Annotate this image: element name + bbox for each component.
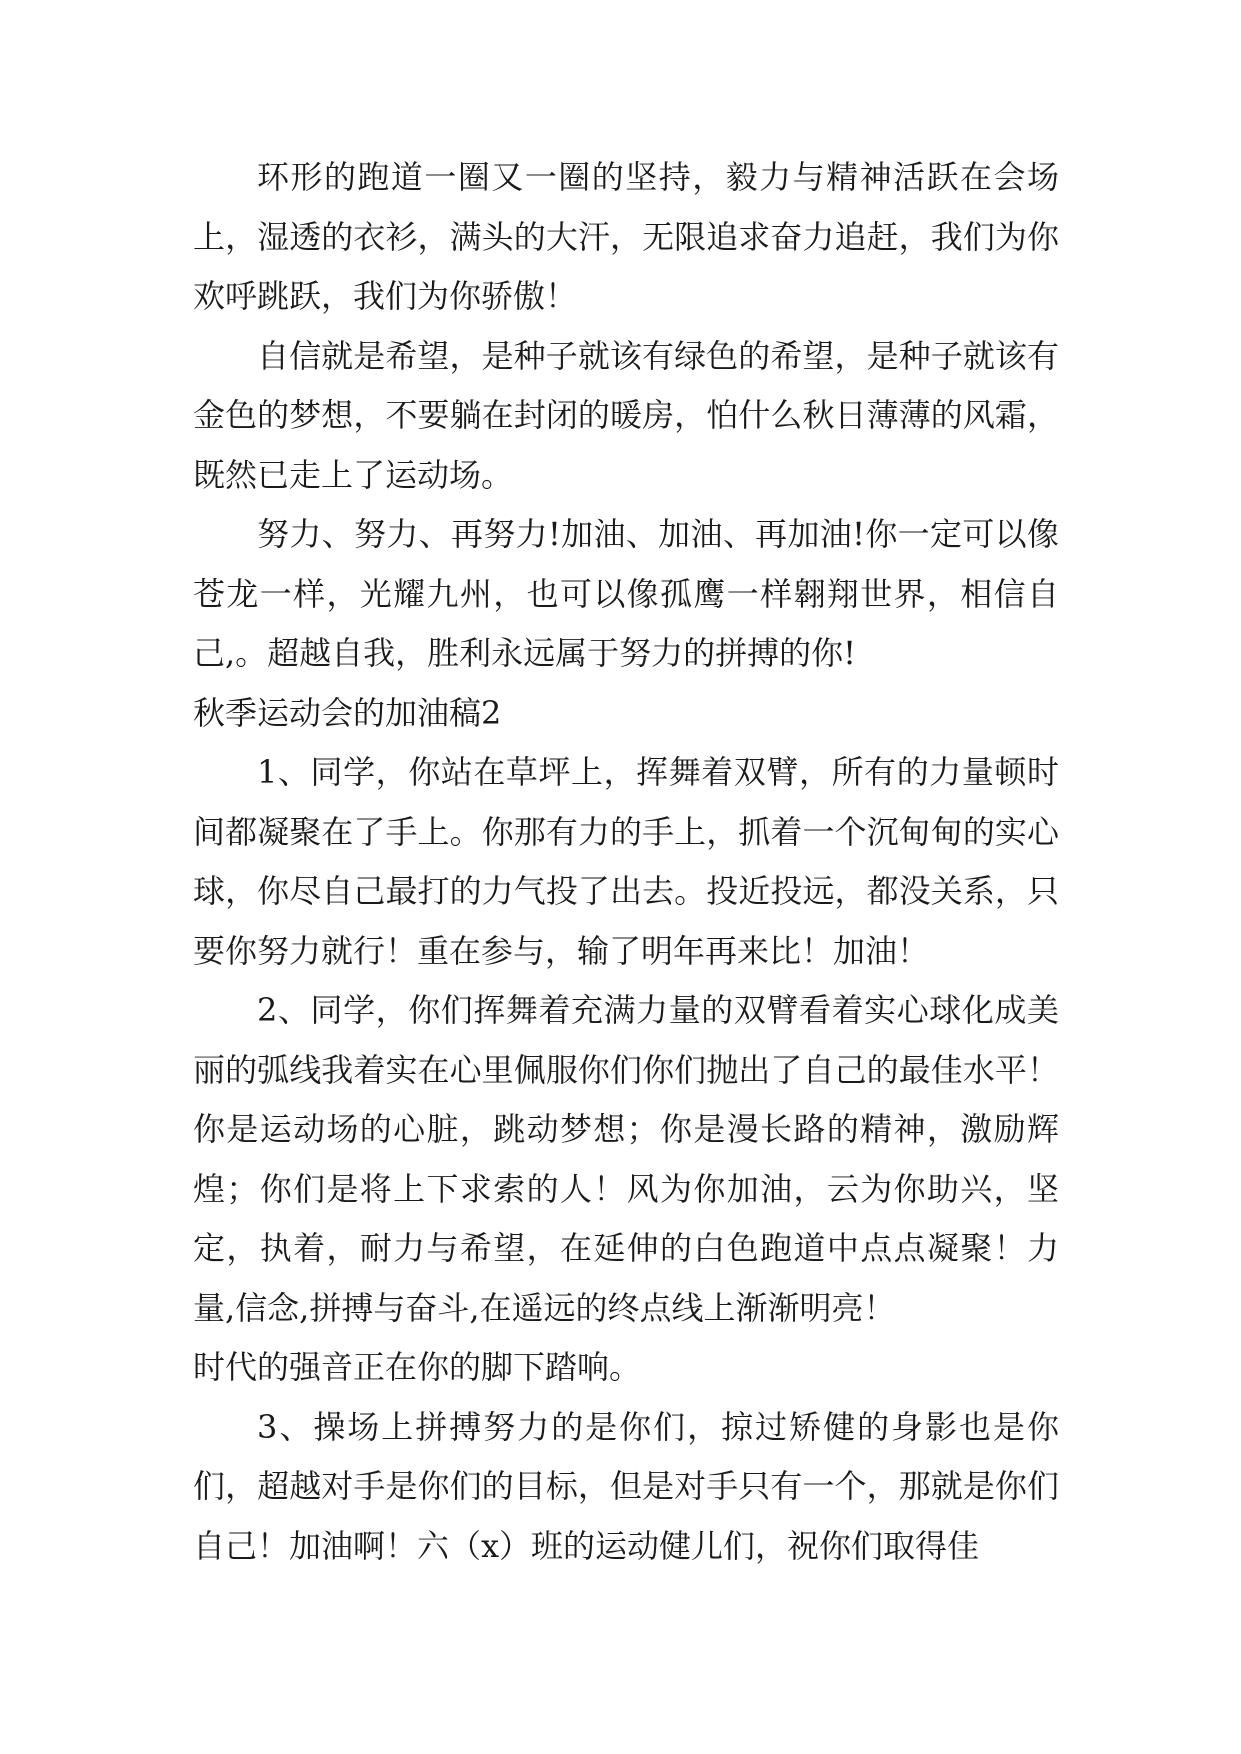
document-page (193, 148, 1059, 1576)
paragraph-3: 努力、努力、再努力!加油、加油、再加油!你一定可以像苍龙一样，光耀九州，也可以像孤鹰一样翱翔世界，相信自己,。超越自我，胜利永远属于努力的拼搏的你! (193, 515, 1059, 672)
paragraph-1: 环形的跑道一圈又一圈的坚持，毅力与精神活跃在会场上，湿透的衣衫，满头的大汗，无限追求奋力追赶，我们为你欢呼跳跃，我们为你骄傲！ (193, 158, 1059, 315)
section-heading: 秋季运动会的加油稿2 (193, 693, 502, 732)
paragraph-item-3: 3、操场上拼搏努力的是你们，掠过矫健的身影也是你们，超越对手是你们的目标，但是对手只有一个，那就是你们自己！加油啊！六（x）班的运动健儿们，祝你们取得佳 (193, 1407, 1059, 1565)
paragraph-2: 自信就是希望，是种子就该有绿色的希望，是种子就该有金色的梦想，不要躺在封闭的暖房，怕什么秋日薄薄的风霜，既然已走上了运动场。 (193, 336, 1059, 494)
paragraph-item-2: 2、同学，你们挥舞着充满力量的双臂看着实心球化成美丽的弧线我着实在心里佩服你们你们抛出了自己的最佳水平！你是运动场的心脏，跳动梦想；你是漫长路的精神，激励辉煌；你们是将上下求索的人！风为你加油，云为你助兴，坚定，执着，耐力与希望，在延伸的白色跑道中点点凝聚！力量,信念,拼搏与奋斗,在遥远的终点线上渐渐明亮！ (193, 991, 1059, 1327)
paragraph-continuation: 时代的强音正在你的脚下踏响。 (193, 1348, 642, 1386)
paragraph-item-1: 1、同学，你站在草坪上，挥舞着双臂，所有的力量顿时间都凝聚在了手上。你那有力的手上，抓着一个沉甸甸的实心球，你尽自己最打的力气投了出去。投近投远，都没关系，只要你努力就行！重在参与，输了明年再来比！加油！ (193, 753, 1059, 970)
